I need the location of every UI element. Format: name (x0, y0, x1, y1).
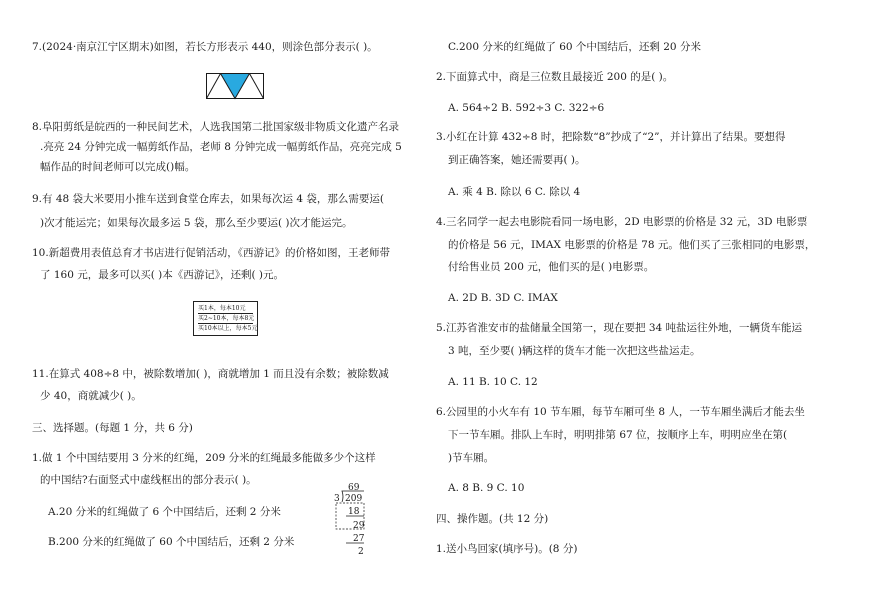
question-8-line-1: 8.阜阳剪纸是皖西的一种民间艺术，人选我国第二批国家级非物质文化遗产名录 (32, 121, 400, 133)
choice-3-line-1: 3.小红在计算 432÷8 时，把除数“8”抄成了“2”，并计算出了结果。要想得 (436, 131, 786, 143)
choice-5-line-1: 5.江苏省淮安市的盐储量全国第一，现在要把 34 吨盐运往外地，一辆货车能运 (436, 322, 803, 334)
price-row: 买10本以上，每本5元 (198, 325, 258, 332)
price-row: 买2~10本，每本8元 (198, 315, 255, 322)
choice-3-line-2: 到正确答案，她还需要再( )。 (448, 154, 586, 166)
choice-1-line-1: 1.做 1 个中国结要用 3 分米的红绳，209 分米的红绳最多能做多少个这样 (32, 452, 376, 464)
question-8-line-2: .亮亮 24 分钟完成一幅剪纸作品，老师 8 分钟完成一幅剪纸作品，亮亮完成 5 (40, 141, 402, 153)
rectangle-figure (206, 73, 264, 99)
division-lines (334, 481, 374, 561)
choice-1-option-b: B.200 分米的红绳做了 60 个中国结后，还剩 2 分米 (48, 536, 295, 548)
division-step-2: 29 (353, 521, 365, 531)
section-3-heading: 三、选择题。(每题 1 分，共 6 分) (32, 422, 193, 434)
choice-3-options: A. 乘 4 B. 除以 6 C. 除以 4 (448, 186, 581, 198)
question-11-line-2: 少 40，商就减少( )。 (40, 390, 142, 402)
operation-1: 1.送小鸟回家(填序号)。(8 分) (436, 543, 578, 555)
choice-6-options: A. 8 B. 9 C. 10 (448, 482, 525, 494)
choice-2-options: A. 564÷2 B. 592÷3 C. 322÷6 (448, 102, 605, 114)
price-table (193, 301, 258, 336)
question-10-line-1: 10.新超费用表值总育才书店进行促销活动，《西游记》的价格如图，王老师带 (32, 247, 390, 259)
division-divisor: 3 (334, 494, 340, 504)
choice-2: 2.下面算式中，商是三位数且最接近 200 的是( )。 (436, 71, 674, 83)
section-4-heading: 四、操作题。(共 12 分) (436, 513, 549, 525)
choice-5-line-2: 3 吨，至少要( )辆这样的货车才能一次把这些盐运走。 (448, 345, 701, 357)
division-step-1: 18 (348, 507, 360, 517)
question-8-line-3: 幅作品的时间老师可以完成()幅。 (40, 161, 196, 173)
price-row: 买1本，每本10元 (198, 304, 253, 314)
division-quotient: 69 (348, 483, 360, 493)
choice-4-options: A. 2D B. 3D C. IMAX (448, 292, 558, 304)
question-11-line-1: 11.在算式 408÷8 中，被除数增加( )，商就增加 1 而且没有余数；被除数减 (32, 368, 389, 380)
choice-6-line-1: 6.公园里的小火车有 10 节车厢，每节车厢可坐 8 人，一节车厢坐满后才能去坐 (436, 406, 805, 418)
shaded-triangle (221, 74, 250, 99)
division-step-3: 27 (353, 534, 365, 544)
question-7: 7.(2024·南京江宁区期末)如图，若长方形表示 440，则涂色部分表示( )。 (32, 41, 378, 53)
long-division (334, 481, 374, 561)
choice-1-option-c: C.200 分米的红绳做了 60 个中国结后，还剩 20 分米 (448, 41, 701, 53)
question-9-line-2: )次才能运完；如果每次最多运 5 袋，那么至少要运( )次才能运完。 (40, 217, 353, 229)
question-9-line-1: 9.有 48 袋大米要用小推车送到食堂仓库去，如果每次运 4 袋，那么需要运( (32, 193, 385, 205)
choice-4-line-1: 4.三名同学一起去电影院看同一场电影，2D 电影票的价格是 32 元，3D 电影票 (436, 216, 808, 228)
choice-5-options: A. 11 B. 10 C. 12 (448, 376, 538, 388)
division-remainder: 2 (358, 547, 364, 557)
choice-4-line-3: 付给售业员 200 元，他们买的是( )电影票。 (448, 261, 655, 273)
question-10-line-2: 了 160 元，最多可以买( )本《西游记》，还剩( )元。 (40, 269, 285, 281)
choice-6-line-3: )节车厢。 (448, 452, 495, 464)
choice-1-line-2: 的中国结?右面竖式中虚线框出的部分表示( )。 (40, 474, 257, 486)
division-dividend: 209 (345, 494, 363, 504)
choice-1-option-a: A.20 分米的红绳做了 6 个中国结后，还剩 2 分米 (48, 506, 281, 518)
choice-6-line-2: 下一节车厢。排队上车时，明明排第 67 位，按顺序上车，明明应坐在第( (448, 429, 788, 441)
choice-4-line-2: 的价格是 56 元，IMAX 电影票的价格是 78 元。他们买了三张相同的电影票， (448, 239, 816, 251)
